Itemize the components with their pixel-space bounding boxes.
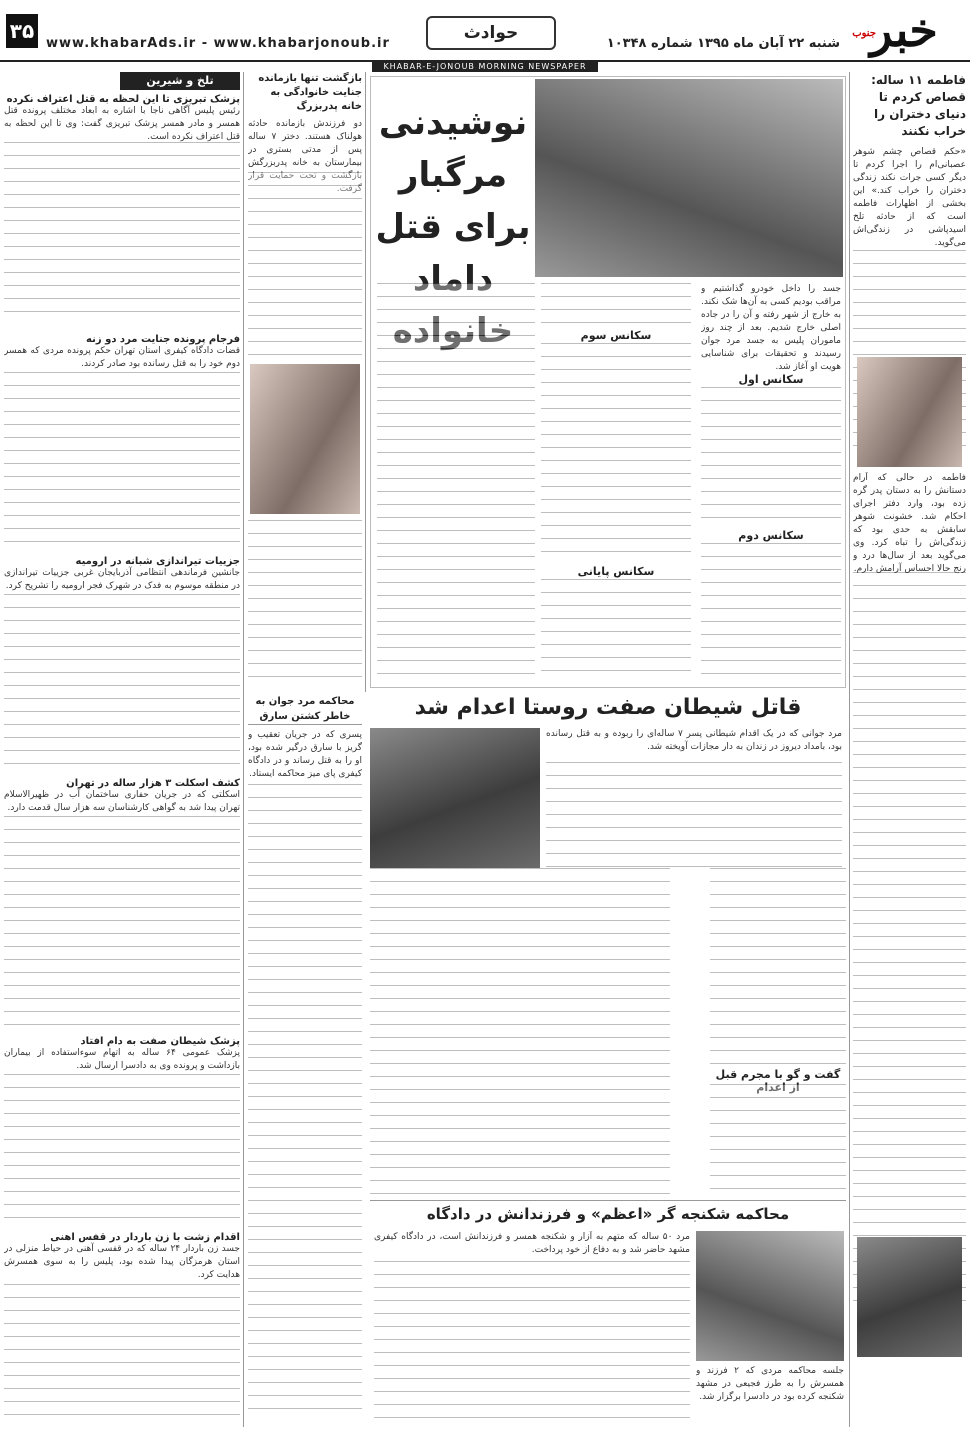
column-divider [849, 72, 850, 1427]
main-headline: نوشیدنی مرگبار برای قتل داماد خانواده [375, 103, 531, 351]
brief-title: اقدام زشت با زن باردار در قفس آهنی [50, 1232, 240, 1243]
middle-column [248, 72, 362, 692]
text-lines [248, 172, 362, 362]
devil-story-cont [370, 868, 846, 1198]
middle-story-2 [248, 694, 362, 1429]
column-divider [243, 72, 244, 1427]
torture-body: مرد ۵۰ ساله که متهم به آزار و شکنجه همسر و فرزندانش است، در دادگاه کیفری مشهد حاضر شد و به دفاع از خود پرداخت. [374, 1232, 690, 1255]
text-lines [701, 387, 841, 527]
main-story-body: جسد را داخل خودرو گذاشتیم و مراقب بودیم کسی به آن‌ها شک نکند. به خارج از شهر رفته و آن را در جاده اصلی خارج شدیم. بعد از چند روز ماموران پلیس به جسد مرد جوان رسیدند و تحقیقات برای شناسایی هویت او آغاز شد. [701, 284, 841, 372]
text-lines [4, 372, 240, 544]
brief-title: جزییات تیراندازی شبانه در ارومیه [75, 556, 240, 567]
dateline: شنبه ۲۲ آبان ماه ۱۳۹۵ شماره ۱۰۳۴۸ [606, 36, 840, 51]
subhead-4: سکانس پایانی [577, 565, 655, 578]
text-lines [374, 1261, 690, 1421]
subhead-2: سکانس دوم [738, 529, 804, 542]
ribbon-text: KHABAR-E-JONOUB MORNING NEWSPAPER [372, 61, 598, 72]
brief-item [4, 778, 240, 815]
brief-body: اسکلتی که در جریان حفاری ساختمان آب در ظهیرالاسلام تهران پیدا شد به گواهی کارشناسان سه هزار سال قدمت دارد. [4, 790, 240, 813]
right-column [853, 72, 966, 1422]
torture-headline: محاکمه شکنجه گر «اعظم» و فرزندانش در دادگاه [426, 1205, 790, 1223]
brief-body: رئیس پلیس آگاهی ناجا با اشاره به ابعاد مختلف پرونده قتل همسر و مادر همسر پزشک تبریزی گفت: وی تا این لحظه به قتل اعتراف نکرده است. [4, 106, 240, 142]
masthead [0, 0, 970, 62]
brief-body: جسد زن باردار ۲۴ ساله که در قفسی آهنی در حیاط منزلی در استان هرمزگان پیدا شده بود، پلیس را به سوی همسرش هدایت کرد. [4, 1244, 240, 1280]
brief-title: پزشک شیطان صفت به دام افتاد [80, 1036, 240, 1047]
brief-item [4, 334, 240, 371]
brief-item [4, 1036, 240, 1073]
page-number: ۳۵ [6, 14, 38, 48]
text-lines [248, 784, 362, 1419]
brief-body: پزشک عمومی ۶۴ ساله به اتهام سوءاستفاده از بیماران بازداشت و پرونده وی به دادسرا ارسال شد. [4, 1048, 240, 1071]
subhead-3: سکانس سوم [580, 329, 652, 342]
text-lines [4, 594, 240, 766]
brief-item [4, 94, 240, 144]
main-story-box [370, 76, 846, 688]
text-lines [701, 543, 841, 683]
newspaper-logo: خبر جنوب [852, 3, 938, 57]
criminal-photo [370, 728, 540, 868]
text-lines [4, 142, 240, 320]
website-urls: www.khabarAds.ir - www.khabarjonoub.ir [46, 36, 390, 51]
story-lead: «حکم قصاص چشم شوهر عصبانی‌ام را اجرا کردم تا دیگر کسی جرات نکند زندگی دختران را خراب کند.» این بخشی از اظهارات فاطمه است که از حادثه تلخ اسیدپاشی در زندگی‌اش می‌گوید. [853, 147, 966, 248]
devil-story [370, 692, 846, 868]
text-lines [546, 762, 842, 868]
left-column [4, 72, 240, 1427]
text-lines [4, 1074, 240, 1226]
torture-story [370, 1200, 846, 1425]
torture-caption: جلسه محاکمه مردی که ۲ فرزند و همسرش را به طرز فجیعی در مشهد شکنجه کرده بود در دادسرا برگزار شد. [696, 1366, 844, 1402]
brief-body: جانشین فرماندهی انتظامی آذربایجان غربی جزییات تیراندازی در منطقه موسوم به فدک در شهرک فجر ارومیه را تشریح کرد. [4, 568, 240, 591]
text-lines [541, 579, 691, 683]
subhead-1: سکانس اول [738, 373, 804, 386]
fatemeh-photo [857, 1237, 962, 1357]
child-photo [250, 364, 360, 514]
courtroom-photo [535, 79, 843, 277]
story2-headline: محاکمه مرد جوان به خاطر کشتن سارق [248, 694, 362, 725]
brief-title: کشف اسکلت ۳ هزار ساله در تهران [66, 778, 240, 789]
brief-item [4, 1232, 240, 1282]
text-lines [4, 816, 240, 1028]
story-headline: فاطمه ۱۱ ساله: قصاص کردم تا دنیای دختران را خراب نکنند [871, 73, 966, 138]
text-lines [248, 520, 362, 688]
briefs-box-title: تلخ و شیرین [120, 72, 240, 90]
brief-body: قضات دادگاه کیفری استان تهران حکم پرونده مردی که همسر دوم خود را به قتل رسانده بود صادر کردند. [4, 346, 240, 369]
text-lines [370, 868, 670, 1198]
text-lines [710, 868, 846, 1064]
brief-item [4, 556, 240, 593]
story2-body: پسری که در جریان تعقیب و گریز با سارق درگیر شده بود، او را به قتل رساند و در دادگاه کیفری پای میز محاکمه ایستاد. [248, 730, 362, 779]
text-lines [853, 572, 966, 1307]
brief-title: فرجام پرونده جنایت مرد دو زنه [86, 334, 240, 345]
devil-headline: قاتل شیطان صفت روستا اعدام شد [414, 695, 802, 720]
text-lines [541, 343, 691, 563]
victim-photo [696, 1231, 844, 1361]
text-lines [541, 283, 691, 327]
text-lines [377, 283, 535, 683]
devil-body: مرد جوانی که در یک اقدام شیطانی پسر ۷ ساله‌ای را ربوده و به قتل رسانده بود، بامداد دیروز در زندان به دار مجازات آویخته شد. [546, 729, 842, 752]
story-body: فاطمه در حالی که آرام دستانش را به دستان پدر گره زده بود، وارد دفتر اجرای احکام شد. خشونت شوهر سابقش به حدی بود که زندگی‌اش را تباه کرد. وی می‌گوید بعد از سال‌ها درد و رنج حالا احساس آرامش دارم. [853, 473, 966, 574]
text-lines [4, 1284, 240, 1424]
middle-headline: بازگشت تنها بازمانده جنایت خانوادگی به خانه پدربزرگ [258, 73, 362, 112]
column-divider [365, 72, 366, 692]
brief-title: پزشک تبریزی تا این لحظه به قتل اعتراف نکرده [6, 94, 240, 105]
girl-photo [857, 357, 962, 467]
text-lines [710, 1084, 846, 1194]
section-title: حوادث [426, 16, 556, 50]
middle-body: دو فرزندش بازمانده حادثه هولناک هستند. دختر ۷ ساله پس از مدتی بستری در بیمارستان به خانه پدربزرگش بازگشت و تحت حمایت قرار گرفت. [248, 119, 362, 194]
devil-subhead: گفت و گو با مجرم قبل از اعدام [715, 1068, 841, 1094]
